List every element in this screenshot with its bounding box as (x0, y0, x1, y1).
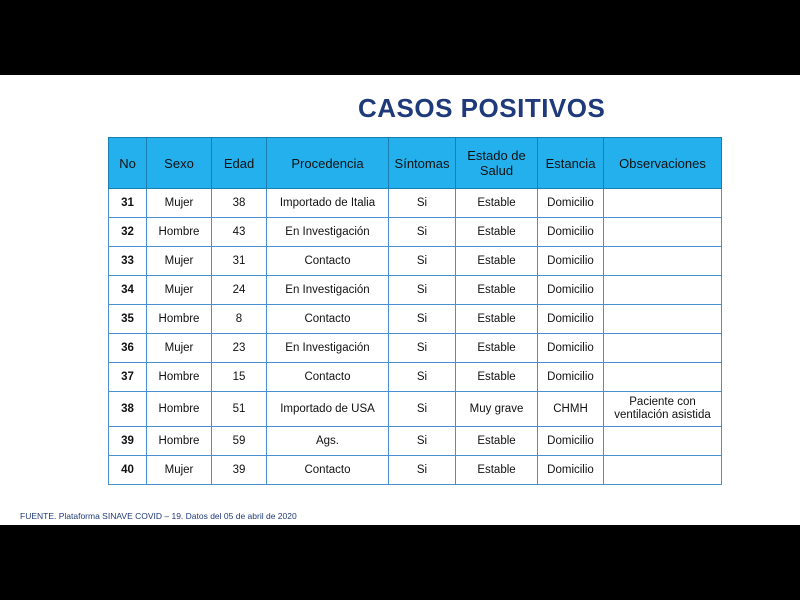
cell-estancia: Domicilio (538, 247, 604, 276)
cell-procedencia: Importado de USA (267, 392, 389, 427)
cell-estado: Estable (456, 334, 538, 363)
cell-estado: Estable (456, 363, 538, 392)
header-estado-line2: Salud (479, 163, 514, 178)
cell-estancia: Domicilio (538, 456, 604, 485)
cell-procedencia: Ags. (267, 427, 389, 456)
header-procedencia: Procedencia (267, 138, 389, 189)
cell-observaciones (604, 363, 722, 392)
cell-estancia: Domicilio (538, 305, 604, 334)
cell-sexo: Mujer (147, 189, 212, 218)
cell-edad: 43 (212, 218, 267, 247)
cell-sexo: Mujer (147, 334, 212, 363)
cell-sexo: Hombre (147, 392, 212, 427)
table-row (109, 189, 722, 218)
cell-estado: Estable (456, 189, 538, 218)
cell-procedencia: Contacto (267, 247, 389, 276)
cell-sintomas: Si (389, 189, 456, 218)
cell-sintomas: Si (389, 363, 456, 392)
page-title: CASOS POSITIVOS (358, 93, 606, 123)
cell-procedencia: En Investigación (267, 218, 389, 247)
cell-no: 36 (109, 334, 147, 363)
cell-sintomas: Si (389, 218, 456, 247)
cell-observaciones (604, 189, 722, 218)
cell-no: 37 (109, 363, 147, 392)
cell-observaciones (604, 427, 722, 456)
cell-estancia: Domicilio (538, 189, 604, 218)
cell-sexo: Mujer (147, 276, 212, 305)
table-row (109, 363, 722, 392)
cell-edad: 51 (212, 392, 267, 427)
cell-sexo: Mujer (147, 247, 212, 276)
cell-sintomas: Si (389, 427, 456, 456)
table-row (109, 247, 722, 276)
cell-edad: 15 (212, 363, 267, 392)
cell-estancia: Domicilio (538, 334, 604, 363)
cell-observaciones (604, 305, 722, 334)
cell-sexo: Hombre (147, 218, 212, 247)
cell-edad: 59 (212, 427, 267, 456)
cell-sexo: Hombre (147, 363, 212, 392)
cell-no: 35 (109, 305, 147, 334)
cell-no: 38 (109, 392, 147, 427)
table-row (109, 334, 722, 363)
cell-sintomas: Si (389, 334, 456, 363)
cell-estado: Muy grave (456, 392, 538, 427)
cell-procedencia: En Investigación (267, 334, 389, 363)
cell-sintomas: Si (389, 456, 456, 485)
cell-estado: Estable (456, 247, 538, 276)
cell-estado: Estable (456, 305, 538, 334)
cell-edad: 24 (212, 276, 267, 305)
table-row (109, 218, 722, 247)
cell-procedencia: En Investigación (267, 276, 389, 305)
header-edad: Edad (212, 138, 267, 189)
cell-sintomas: Si (389, 392, 456, 427)
cell-no: 34 (109, 276, 147, 305)
table-header-row (109, 138, 722, 189)
cell-no: 31 (109, 189, 147, 218)
cell-procedencia: Contacto (267, 305, 389, 334)
cell-sexo: Mujer (147, 456, 212, 485)
cell-estancia: CHMH (538, 392, 604, 427)
header-sintomas: Síntomas (389, 138, 456, 189)
cases-table (108, 137, 722, 485)
cell-observaciones (604, 247, 722, 276)
cell-procedencia: Contacto (267, 456, 389, 485)
observaciones-line1: Paciente con (629, 396, 696, 408)
cell-estancia: Domicilio (538, 276, 604, 305)
cell-edad: 38 (212, 189, 267, 218)
observaciones-line2: ventilación asistida (614, 409, 711, 421)
cell-edad: 8 (212, 305, 267, 334)
cell-procedencia: Importado de Italia (267, 189, 389, 218)
cell-no: 33 (109, 247, 147, 276)
cell-estado: Estable (456, 456, 538, 485)
cell-sintomas: Si (389, 247, 456, 276)
table-row (109, 427, 722, 456)
cell-estancia: Domicilio (538, 363, 604, 392)
header-estancia: Estancia (538, 138, 604, 189)
table-row (109, 392, 722, 427)
header-observaciones: Observaciones (604, 138, 722, 189)
table-row (109, 276, 722, 305)
cell-sintomas: Si (389, 276, 456, 305)
cell-observaciones (604, 218, 722, 247)
cell-estado: Estable (456, 427, 538, 456)
cell-estado: Estable (456, 276, 538, 305)
cell-observaciones (604, 392, 722, 427)
cell-edad: 23 (212, 334, 267, 363)
cell-no: 32 (109, 218, 147, 247)
header-no: No (109, 138, 147, 189)
source-note: FUENTE. Plataforma SINAVE COVID – 19. Datos del 05 de abril de 2020 (20, 511, 297, 521)
header-estado-de-salud (456, 138, 538, 189)
cell-sexo: Hombre (147, 305, 212, 334)
cell-procedencia: Contacto (267, 363, 389, 392)
table-row (109, 456, 722, 485)
cell-sintomas: Si (389, 305, 456, 334)
cell-estancia: Domicilio (538, 427, 604, 456)
cell-observaciones (604, 456, 722, 485)
cell-sexo: Hombre (147, 427, 212, 456)
header-estado-line1: Estado de (467, 148, 526, 163)
cell-estado: Estable (456, 218, 538, 247)
cell-observaciones (604, 334, 722, 363)
cell-no: 39 (109, 427, 147, 456)
cell-edad: 39 (212, 456, 267, 485)
slide (0, 75, 800, 525)
cell-no: 40 (109, 456, 147, 485)
header-sexo: Sexo (147, 138, 212, 189)
cell-observaciones (604, 276, 722, 305)
cell-estancia: Domicilio (538, 218, 604, 247)
table-row (109, 305, 722, 334)
cell-edad: 31 (212, 247, 267, 276)
